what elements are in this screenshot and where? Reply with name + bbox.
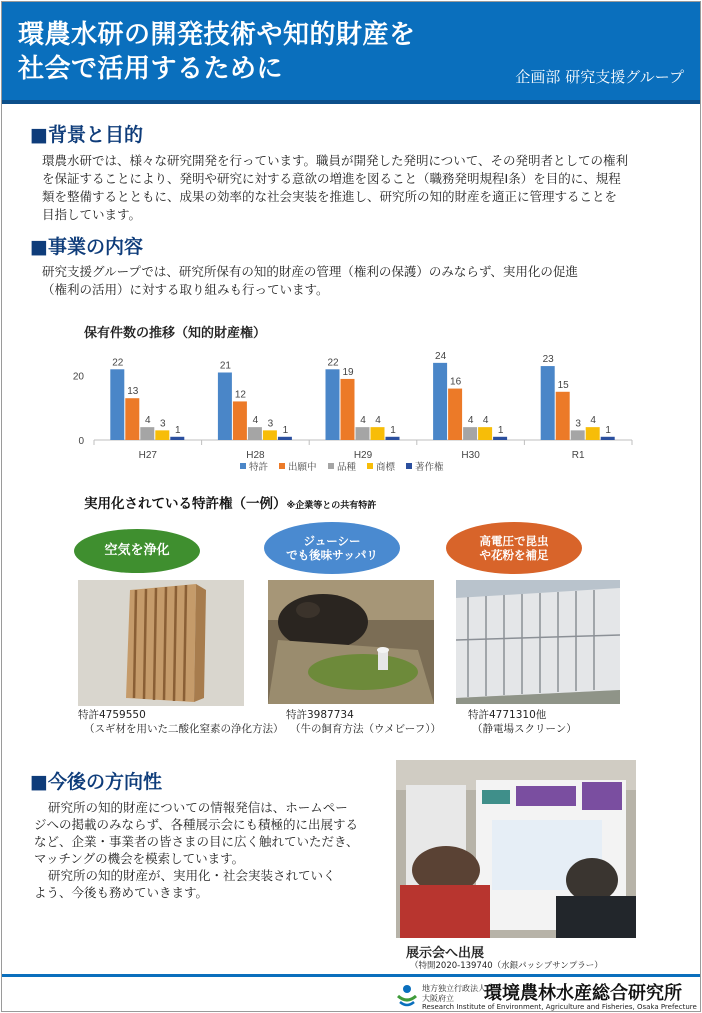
data-label: 22 — [327, 357, 339, 369]
y-tick-label: 0 — [78, 436, 84, 447]
data-label: 3 — [267, 418, 274, 430]
y-tick-label: 20 — [72, 371, 84, 383]
footer-org-line: 地方独立行政法人 — [422, 984, 486, 993]
patent-desc: （静電場スクリーン） — [472, 723, 577, 735]
data-label: 22 — [112, 357, 124, 369]
business-heading: ■事業の内容 — [30, 236, 143, 258]
patent-caption-3 — [468, 708, 577, 736]
legend-label: 著作権 — [415, 462, 444, 473]
bar — [541, 366, 555, 440]
future-line: 研究所の知的財産が、実用化・社会実装されていく — [48, 868, 336, 883]
data-label: 3 — [575, 418, 581, 430]
legend-swatch — [240, 463, 246, 469]
data-label: 1 — [282, 424, 289, 436]
background-paragraph — [42, 152, 682, 224]
poster — [1, 1, 701, 1012]
data-label: 21 — [219, 360, 231, 372]
future-line: マッチングの機会を模索しています。 — [34, 851, 245, 866]
patents-note: ※企業等との共有特許 — [286, 501, 377, 511]
department-label: 企画部 研究支援グループ — [515, 68, 684, 86]
bubble-air-purify — [74, 529, 200, 573]
header-divider — [2, 100, 701, 104]
bubble-text: や花粉を補足 — [479, 548, 549, 562]
legend-swatch — [406, 463, 412, 469]
bar — [493, 437, 507, 440]
future-line: よう、今後も務めていきます。 — [34, 885, 209, 900]
bar — [556, 392, 570, 440]
bar — [233, 401, 247, 440]
header-banner — [2, 2, 701, 100]
bar — [140, 427, 154, 440]
bar — [263, 430, 277, 440]
ip-holdings-chart — [62, 342, 642, 482]
cedar-wood-image — [78, 580, 244, 706]
category-label: H30 — [461, 450, 480, 461]
chart-title: 保有件数の推移（知的財産権） — [84, 326, 267, 341]
bar — [248, 427, 262, 440]
data-label: 19 — [342, 366, 354, 378]
data-label: 16 — [450, 376, 462, 388]
institute-name-english: Research Institute of Environment, Agriculture and Fisheries, Osaka Prefecture — [422, 1003, 697, 1011]
title-line-2: 社会で活用するために — [18, 54, 284, 84]
data-label: 15 — [557, 379, 569, 391]
institute-name: 環境農林水産総合研究所 — [484, 983, 682, 1004]
data-label: 4 — [467, 415, 474, 427]
patent-number: 特許4759550 — [78, 709, 146, 721]
background-line: 類を整備するとともに、成果の効率的な社会実装を推進し、研究所の知的財産を適正に管理することを — [42, 189, 618, 204]
page-title — [18, 18, 416, 86]
patent-number: 特許3987734 — [286, 709, 354, 721]
exhibition-subcaption: （特開2020-139740（水銀パッシブサンプラー） — [410, 961, 603, 971]
bar — [371, 427, 385, 440]
data-label: 1 — [497, 424, 504, 436]
background-line: 環農水研では、様々な研究開発を行っています。職員が開発した発明について、その発明者としての権利 — [42, 153, 629, 168]
bar — [125, 398, 139, 440]
footer-org-label — [422, 984, 486, 1004]
bar — [278, 437, 292, 440]
data-label: 4 — [590, 415, 596, 427]
future-paragraph — [34, 799, 394, 901]
bar — [433, 363, 447, 440]
greenhouse-image — [456, 580, 620, 704]
data-label: 1 — [390, 424, 396, 436]
patent-desc: （スギ材を用いた二酸化窒素の浄化方法） — [84, 723, 284, 735]
bubble-text: ジューシー — [303, 534, 361, 548]
bar — [155, 430, 169, 440]
data-label: 4 — [252, 415, 259, 427]
data-label: 4 — [145, 415, 151, 427]
bubble-text: 高電圧で昆虫 — [479, 534, 549, 548]
legend-swatch — [367, 463, 373, 469]
data-label: 23 — [542, 354, 554, 366]
bubble-high-voltage — [446, 522, 582, 574]
title-line-1: 環農水研の開発技術や知的財産を — [18, 20, 416, 50]
category-label: H27 — [138, 450, 157, 461]
data-label: 24 — [435, 350, 447, 362]
future-line: など、企業・事業者の皆さまの目に広く触れていただき、 — [34, 834, 359, 849]
bubble-text: でも後味サッパリ — [286, 548, 378, 562]
bubble-text: 空気を浄化 — [104, 543, 170, 558]
photo-cattle-feeding — [268, 580, 434, 704]
photo-exhibition — [396, 760, 636, 938]
bar — [601, 437, 615, 440]
legend-swatch — [279, 463, 285, 469]
business-paragraph — [42, 263, 682, 299]
patent-caption-1 — [78, 708, 284, 736]
bar — [170, 437, 184, 440]
data-label: 4 — [375, 415, 381, 427]
legend-label: 品種 — [337, 462, 357, 473]
exhibition-image — [396, 760, 636, 938]
future-line: ジへの掲載のみならず、各種展示会にも積極的に出展する — [34, 817, 359, 832]
data-label: 4 — [482, 415, 489, 427]
footer-divider — [2, 974, 701, 977]
data-label: 13 — [127, 386, 139, 398]
bar — [448, 389, 462, 440]
data-label: 1 — [175, 424, 181, 436]
data-label: 3 — [160, 418, 166, 430]
patents-heading — [84, 492, 376, 512]
business-line: （権利の活用）に対する取り組みも行っています。 — [42, 282, 329, 297]
bar — [386, 437, 400, 440]
data-label: 12 — [234, 389, 246, 401]
category-label: H28 — [246, 450, 265, 461]
legend-label: 商標 — [376, 462, 396, 473]
bar — [326, 369, 340, 440]
future-heading: ■今後の方向性 — [30, 771, 162, 793]
bar — [463, 427, 477, 440]
bar — [356, 427, 370, 440]
data-label: 4 — [360, 415, 366, 427]
bar — [110, 369, 124, 440]
cattle-image — [268, 580, 434, 704]
bar — [218, 373, 232, 441]
data-label: 1 — [605, 424, 611, 436]
category-label: R1 — [571, 450, 585, 461]
photo-greenhouse — [456, 580, 620, 704]
background-line: を保証することにより、発明や研究に対する意欲の増進を図ること（職務発明規程Ⅰ条）を目的に、規程 — [42, 171, 621, 186]
category-label: H29 — [353, 450, 373, 461]
future-line: 研究所の知的財産についての情報発信は、ホームペー — [48, 800, 348, 815]
legend-label: 出願中 — [288, 462, 317, 473]
patents-heading-text: 実用化されている特許権（一例） — [84, 496, 287, 512]
bar — [341, 379, 355, 440]
bubble-juicy — [264, 522, 400, 574]
patent-desc: （牛の飼育方法（ウメビーフ）） — [290, 723, 441, 735]
business-line: 研究支援グループでは、研究所保有の知的財産の管理（権利の保護）のみならず、実用化の促進 — [42, 264, 578, 279]
exhibition-caption: 展示会へ出展 — [406, 946, 485, 961]
legend-label: 特許 — [249, 462, 269, 473]
footer-org-line: 大阪府立 — [422, 994, 454, 1003]
photo-cedar-wood — [78, 580, 244, 706]
bar — [586, 427, 600, 440]
background-heading: ■背景と目的 — [30, 124, 143, 146]
bar — [571, 430, 585, 440]
legend-swatch — [328, 463, 334, 469]
patent-number: 特許4771310他 — [468, 709, 547, 721]
patent-caption-2 — [286, 708, 441, 736]
background-line: 目指しています。 — [42, 207, 142, 222]
institute-logo-icon — [396, 982, 418, 1008]
bar — [478, 427, 492, 440]
